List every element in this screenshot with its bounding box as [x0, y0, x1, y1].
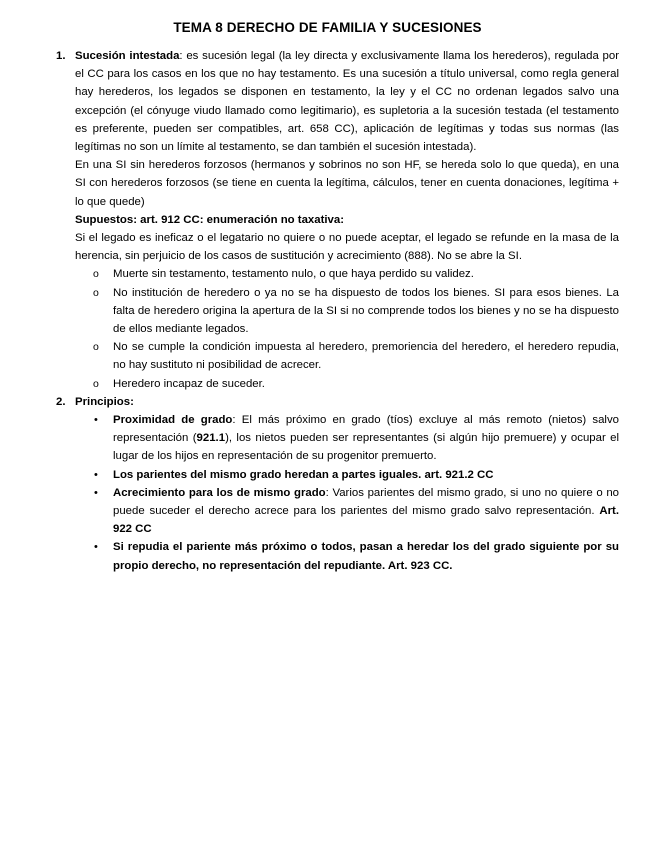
section-number: 2.: [56, 395, 66, 408]
list-item: [75, 375, 619, 393]
list-item-text: Heredero incapaz de suceder.: [113, 377, 265, 390]
supuestos-heading: Supuestos: art. 912 CC: enumeración no taxativa:: [75, 213, 345, 226]
bullet-icon: •: [94, 414, 98, 427]
circle-bullet-icon: o: [93, 286, 99, 299]
list-item-bold: Si repudia el pariente más próximo o todos, pasan a heredar los del grado siguiente por su propio derecho, no representación del repudiante. Art. 923 CC.: [113, 541, 619, 572]
list-item: [75, 338, 619, 374]
bullet-icon: •: [94, 541, 98, 554]
article-ref: Art. 922 CC: [113, 505, 619, 536]
section-sucesion-intestada: [56, 47, 619, 393]
list-item: [75, 265, 619, 283]
list-item: [75, 466, 619, 484]
circle-bullet-icon: o: [93, 341, 99, 354]
section-intro-text: : es sucesión legal (la ley directa y exclusivamente llama los herederos), regulada por el CC para los casos en los que no hay testamento. Es una sucesión a título universal, como regla general hay herederos, los legados se disponen en testamento, la ley y el CC no ordenan legados salvo una excepción (el cónyuge viudo llamado como legitimario), es supletoria a la sucesión testada (el testamento es preferente, pueden ser compatibles, art. 658 CC), aplicación de legítimas y todas sus normas (las legítimas no son un límite al testamento, se dan también el sucesión intestada).: [75, 50, 620, 154]
list-item-text: No institución de heredero o ya no se ha dispuesto de todos los bienes. SI para esos bienes. La falta de heredero origina la apertura de la SI si no comprende todos los bienes y no se ha dispuesto de ellos mediante legados.: [113, 286, 619, 336]
circle-bullet-icon: o: [93, 377, 99, 390]
list-item-text: ), los nietos pueden ser representantes (si algún hijo premuere) y ocupar el lugar de los hijos en representación de su progenitor premuerto.: [113, 432, 620, 463]
section-principios: [56, 393, 619, 575]
list-item-text: Muerte sin testamento, testamento nulo, o que haya perdido su validez.: [113, 268, 474, 281]
section-heading: Sucesión intestada: [75, 50, 180, 62]
list-item: [75, 284, 619, 339]
list-item-text: : Varios parientes del mismo grado, si uno no quiere o no puede suceder el derecho acrece para los parientes del mismo grado salvo representación.: [113, 486, 619, 518]
paragraph-herederos-forzosos: En una SI sin herederos forzosos (hermanos y sobrinos no son HF, se hereda solo lo que queda), en una SI con herederos forzosos (se tiene en cuenta la legítima, cálculos, tener en cuenta donaciones, legítima + lo que quede): [75, 159, 619, 208]
list-item-bold: Proximidad de grado: [113, 414, 233, 427]
principios-list: [75, 411, 619, 575]
list-item-bold: Los parientes del mismo grado heredan a partes iguales. art. 921.2 CC: [113, 468, 494, 481]
list-item-text: : El más próximo en grado (tíos) excluye al más remoto (nietos) salvo representación (: [113, 414, 619, 445]
section-intro-paragraph: [75, 47, 619, 156]
list-item: [75, 538, 619, 574]
list-item-text: No se cumple la condición impuesta al heredero, premoriencia del heredero, el heredero repudia, no hay sustituto ni posibilidad de acrecer.: [113, 341, 619, 372]
list-item: [75, 411, 619, 466]
paragraph-legado-ineficaz: Si el legado es ineficaz o el legatario no quiere o no puede aceptar, el legado se refunde en la masa de la herencia, sin perjuicio de los casos de sustitución y acrecimiento (888). No se abre la SI.: [75, 232, 619, 263]
circle-bullet-icon: o: [93, 268, 99, 281]
article-ref: 921.1: [196, 432, 226, 445]
list-item-bold: Acrecimiento para los de mismo grado: [113, 486, 326, 499]
bullet-icon: •: [94, 468, 98, 481]
bullet-icon: •: [94, 486, 98, 499]
list-item: [75, 484, 619, 539]
section-number: 1.: [56, 50, 66, 62]
section-heading: Principios:: [75, 395, 134, 408]
supuestos-list: [75, 265, 619, 392]
page-title: TEMA 8 DERECHO DE FAMILIA Y SUCESIONES: [173, 20, 482, 35]
